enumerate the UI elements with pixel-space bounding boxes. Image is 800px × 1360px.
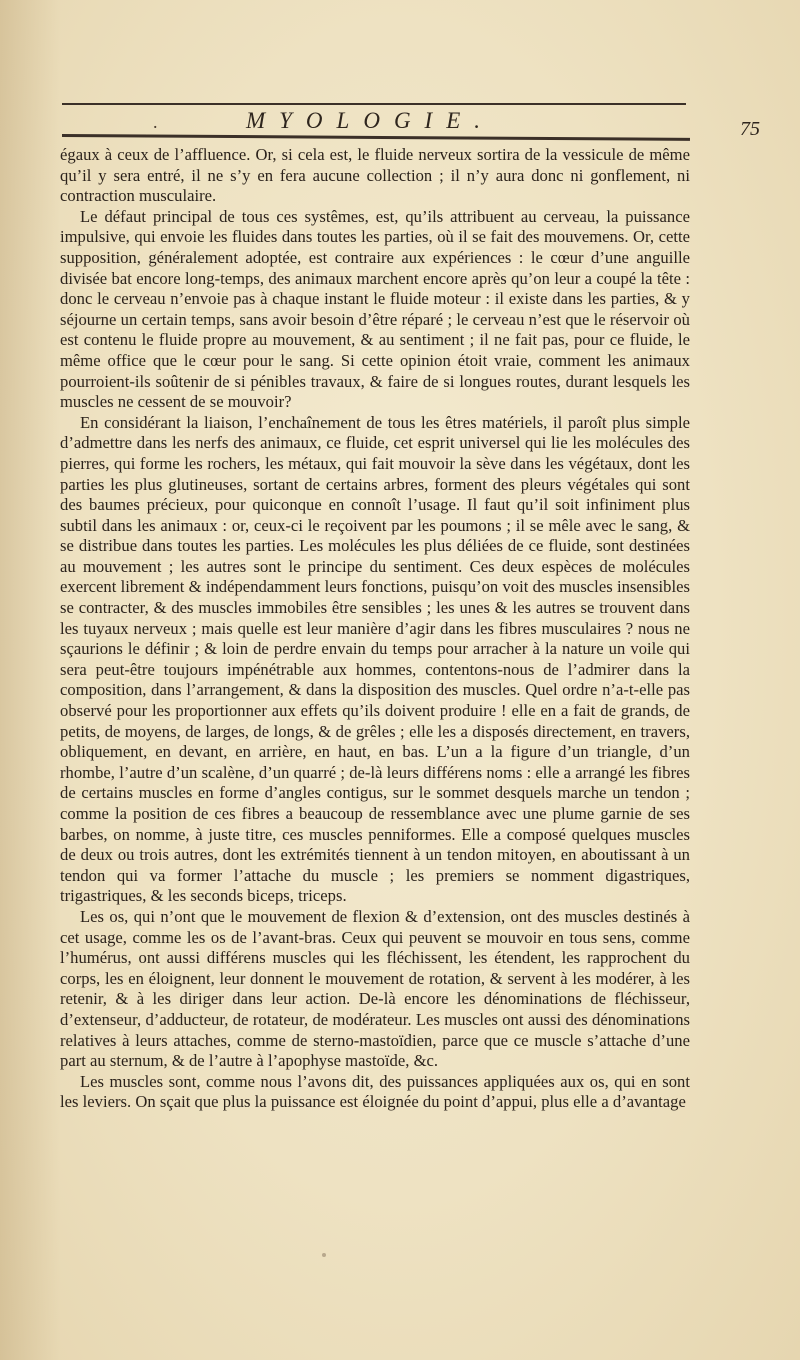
paper-speck bbox=[322, 1253, 326, 1257]
paragraph: Les muscles sont, comme nous l’avons dit, des puissances appliquées aux os, qui en sont les leviers. On sçait que plus la puissance est éloignée du point d’appui, plus elle a d’avantage bbox=[60, 1071, 690, 1112]
body-text bbox=[60, 145, 690, 1113]
header-dot: . bbox=[153, 112, 158, 132]
paragraph: En considérant la liaison, l’enchaînement de tous les êtres matériels, il paroît plus simple d’admettre dans les nerfs des animaux, ce fluide, cet esprit universel qui lie les molécules des pierres, qui forme les rochers, les métaux, qui fait mouvoir la sève dans les végétaux, dont les parties les plus glutineuses, sortant de certains arbres, forment des pleurs végétales qui sont des baumes précieux, pour quiconque en connoît l’usage. Il faut qu’il soit infiniment plus subtil dans les animaux : or, ceux-ci le reçoivent par les poumons ; il se mêle avec le sang, & se distribue dans toutes les parties. Les molécules les plus déliées de ce fluide, sont destinées au mouvement ; les autres sont le principe du sentiment. Ces deux espèces de molécules exercent librement & indépendamment leurs fonctions, puisqu’on voit des muscles insensibles se contracter, & des muscles immobiles être sensibles ; les unes & les autres se trouvent dans les tuyaux nerveux ; mais quelle est leur manière d’agir dans les fibres musculaires ? nous ne sçaurions le définir ; & loin de perdre envain du temps pour arracher à la nature un voile qui sera peut-être toujours impénétrable aux hommes, contentons-nous de l’admirer dans la composition, dans l’arrangement, & dans la disposition des muscles. Quel ordre n’a-t-elle pas observé pour les proportionner aux effets qu’ils doivent produire ! elle en a fait de grands, de petits, de moyens, de larges, de longs, & de grêles ; elle les a disposés directement, en travers, obliquement, en devant, en arrière, en haut, en bas. L’un a la figure d’un triangle, d’un rhombe, l’autre d’un scalène, d’un quarré ; de-là leurs différens noms : elle a arrangé les fibres de certains muscles en forme d’angles contigus, sur le sommet desquels marche un tendon ; comme la position de ces fibres a beaucoup de ressemblance avec une plume garnie de ses barbes, on nomme, à juste titre, ces muscles penniformes. Elle a composé quelques muscles de deux ou trois autres, dont les extrémités tiennent à un tendon mitoyen, en aboutissant à un tendon qui va former l’attache du muscle ; les premiers se nomment digastriques, trigastriques, & les seconds biceps, triceps. bbox=[60, 412, 690, 906]
running-title: MYOLOGIE. bbox=[245, 108, 495, 133]
paragraph: Les os, qui n’ont que le mouvement de flexion & d’extension, ont des muscles destinés à cet usage, comme les os de l’avant-bras. Ceux qui peuvent se mouvoir en tous sens, comme l’humérus, ont aussi différens muscles qui les fléchissent, les étendent, les rapprochent du corps, les en éloignent, leur donnent le mouvement de rotation, & servent à les modérer, à les retenir, & à les diriger dans leur action. De-là encore les dénominations de fléchisseur, d’extenseur, d’adducteur, de rotateur, de modérateur. Les muscles ont aussi des dénominations relatives à leurs attaches, comme de sterno-mastoïdien, parce que ce muscle s’attache d’une part au sternum, & de l’autre à l’apophyse mastoïde, &c. bbox=[60, 906, 690, 1071]
paragraph: égaux à ceux de l’affluence. Or, si cela est, le fluide nerveux sortira de la vessicule de même qu’il y sera entré, il ne s’y en fera aucune collection ; il n’y aura donc ni gonflement, ni contraction musculaire. bbox=[60, 145, 690, 206]
page-number: 75 bbox=[740, 118, 760, 140]
paragraph: Le défaut principal de tous ces systêmes, est, qu’ils attribuent au cerveau, la puissance impulsive, qui envoie les fluides dans toutes les parties, où il se fait des mouvemens. Or, cette supposition, généralement adoptée, est contraire aux expériences : le cœur d’une anguille divisée bat encore long-temps, des animaux marchent encore après qu’on leur a coupé la tête : donc le cerveau n’envoie pas à chaque instant le fluide moteur : il existe dans les parties, & y séjourne un certain temps, sans avoir besoin d’être réparé ; le cerveau n’est que le réservoir où est contenu le fluide propre au mouvement, & au sentiment ; il ne fait pas, pour ce fluide, le même office que le cœur pour le sang. Si cette opinion étoit vraie, comment les animaux pourroient-ils soûtenir de si pénibles travaux, & faire de si longues routes, durant lesquels les muscles ne cessent de se mouvoir? bbox=[60, 206, 690, 412]
header-rule-top bbox=[62, 103, 686, 105]
